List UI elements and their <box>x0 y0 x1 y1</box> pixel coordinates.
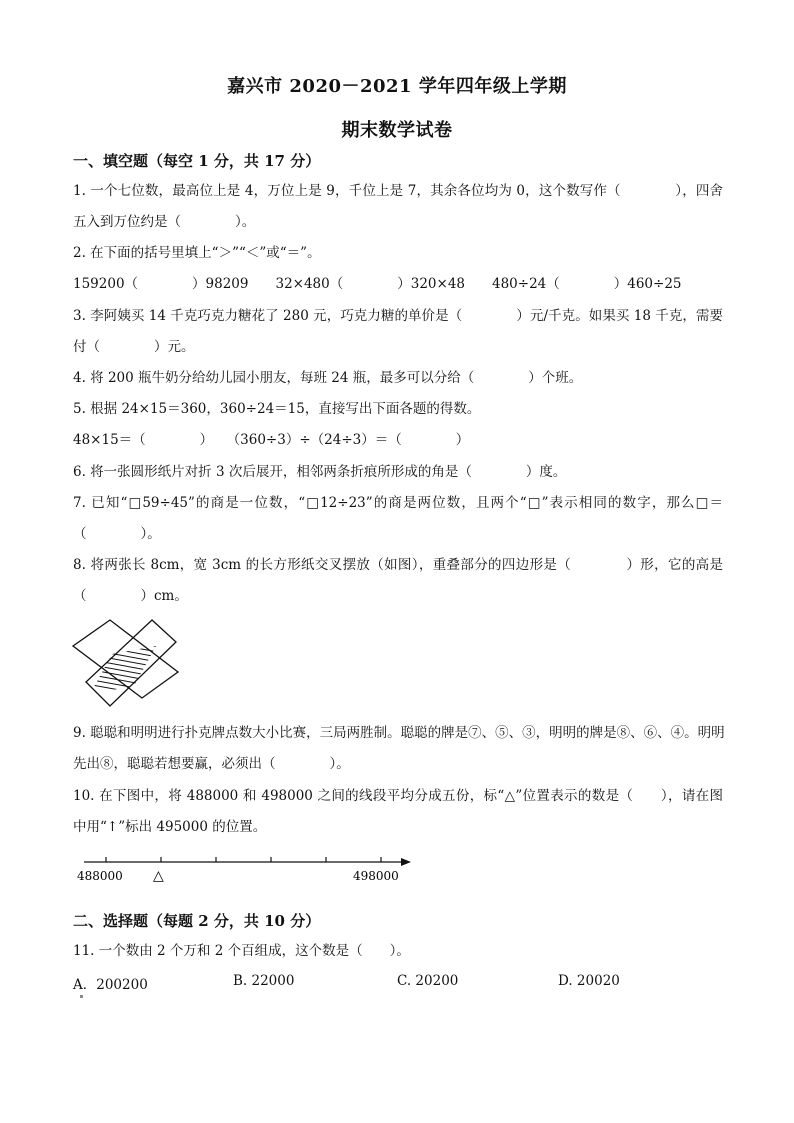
number-line-start-label: 488000 <box>77 869 123 883</box>
q2-line1: 2. 在下面的括号里填上“＞”“＜”或“＝”。 <box>73 245 321 261</box>
q9-line2: 先出⑧，聪聪若想要赢，必须出（ ）。 <box>73 756 350 772</box>
option-c: C. 20200 <box>397 973 459 989</box>
q5-line1: 5. 根据 24×15＝360，360÷24＝15，直接写出下面各题的得数。 <box>73 401 481 417</box>
q10-line1: 10. 在下图中，将 488000 和 498000 之间的线段平均分成五份，标“△”位置表示的数是（ ），请在图 <box>73 788 723 804</box>
q2-line2: 159200（ ）98209 32×480（ ）320×48 480÷24（ ）460÷25 <box>73 276 682 292</box>
overlapping-rectangles-figure <box>70 616 180 708</box>
q11-line: 11. 一个数由 2 个万和 2 个百组成，这个数是（ ）。 <box>73 943 410 959</box>
q5-line2: 48×15＝（ ） （360÷3）÷（24÷3）＝（ ） <box>73 432 470 448</box>
option-a: A．200200 <box>73 977 148 993</box>
option-b: B. 22000 <box>233 973 295 989</box>
q10-line2: 中用“↑”标出 495000 的位置。 <box>73 819 267 835</box>
exam-title: 嘉兴市 2020－2021 学年四年级上学期 <box>227 76 567 97</box>
section1-heading: 一、填空题（每空 1 分，共 17 分） <box>73 152 321 170</box>
q9-line1: 9. 聪聪和明明进行扑克牌点数大小比赛，三局两胜制。聪聪的牌是⑦、⑤、③，明明的牌是⑧、⑥、④。明明 <box>73 725 725 741</box>
q7-line1: 7. 已知“□59÷45”的商是一位数，“□12÷23”的商是两位数，且两个“□”表示相同的数字，那么□＝ <box>73 495 723 511</box>
number-line-end-label: 498000 <box>353 869 399 883</box>
q1-line2: 五入到万位约是（ ）。 <box>73 214 256 230</box>
scan-dot <box>80 995 83 998</box>
q7-line2: （ ）。 <box>73 526 161 542</box>
number-line-arrowhead <box>401 858 411 866</box>
number-line <box>70 850 415 886</box>
option-d: D. 20020 <box>558 973 620 989</box>
triangle-marker-icon: △ <box>153 868 164 884</box>
q8-line2: （ ）cm。 <box>73 588 188 604</box>
q8-line1: 8. 将两张长 8cm，宽 3cm 的长方形纸交叉摆放（如图），重叠部分的四边形是（ ）形，它的高是 <box>73 557 723 573</box>
q4-line: 4. 将 200 瓶牛奶分给幼儿园小朋友，每班 24 瓶，最多可以分给（ ）个班。 <box>73 370 583 386</box>
exam-subtitle: 期末数学试卷 <box>341 120 453 141</box>
q1-line1: 1. 一个七位数，最高位上是 4，万位上是 9，千位上是 7，其余各位均为 0，这个数写作（ ），四舍 <box>73 183 723 199</box>
q3-line1: 3. 李阿姨买 14 千克巧克力糖花了 280 元，巧克力糖的单价是（ ）元/千克。如果买 18 千克，需要 <box>73 308 723 324</box>
q3-line2: 付（ ）元。 <box>73 339 195 355</box>
q6-line: 6. 将一张圆形纸片对折 3 次后展开，相邻两条折痕所形成的角是（ ）度。 <box>73 464 567 480</box>
section2-heading: 二、选择题（每题 2 分，共 10 分） <box>73 912 321 930</box>
